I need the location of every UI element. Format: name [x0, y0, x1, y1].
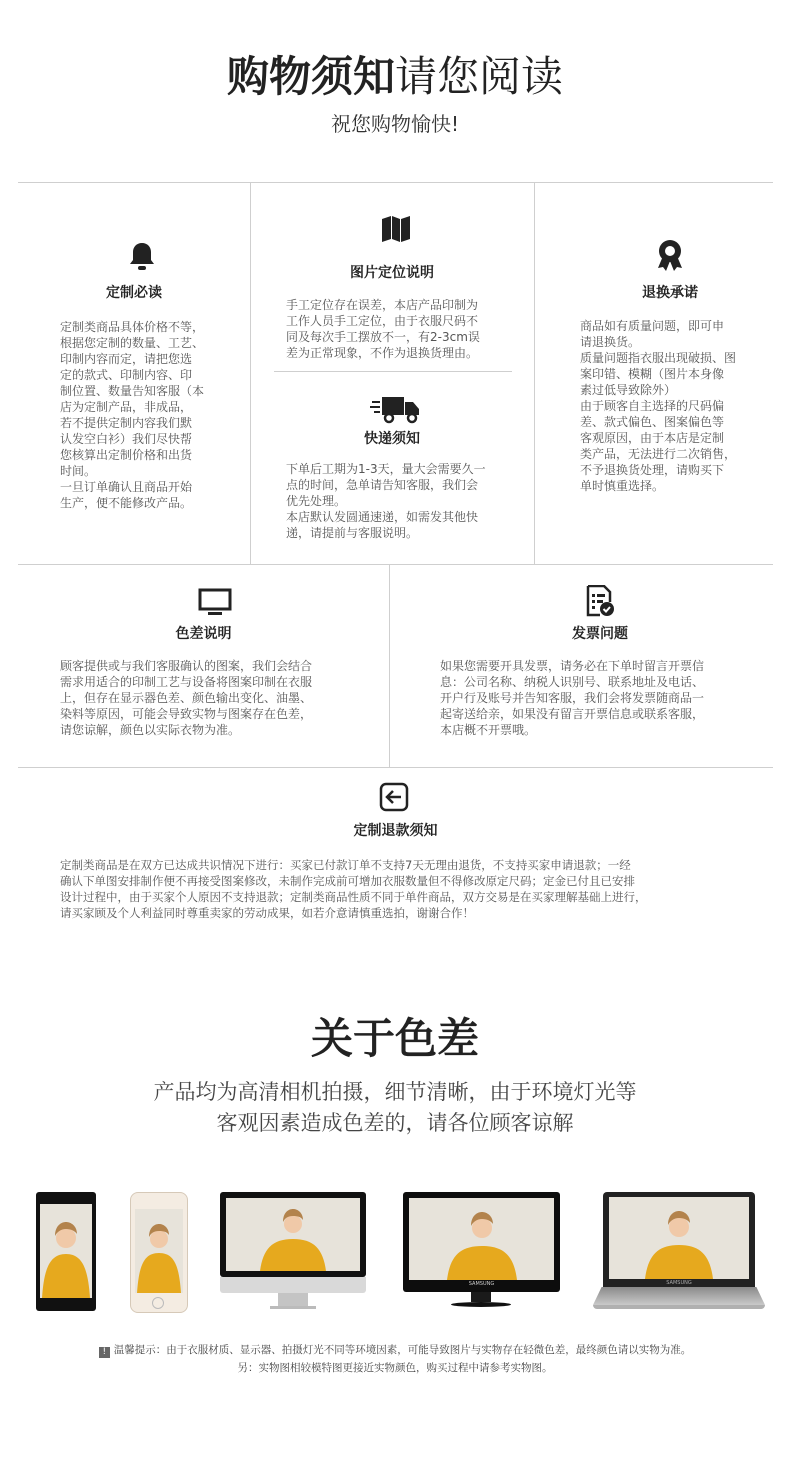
device-phone-white: [130, 1192, 188, 1313]
section-title-shipping: 快递须知: [364, 431, 420, 447]
model-photo: [409, 1198, 554, 1280]
color-diff-desc-1: 产品均为高清相机拍摄，细节清晰，由于环境灯光等: [153, 1080, 637, 1104]
device-laptop: [593, 1192, 765, 1314]
section-title-exchange: 退换承诺: [642, 285, 698, 301]
map-icon: [380, 213, 412, 245]
warning-icon: !: [99, 1347, 110, 1358]
invoice-icon: [585, 585, 615, 617]
page-title: 购物须知请您阅读: [226, 52, 564, 101]
section-title-custom: 定制必读: [106, 285, 162, 301]
section-title-refund: 定制退款须知: [353, 823, 438, 839]
page-subtitle: 祝您购物愉快!: [330, 112, 460, 136]
divider-v2: [534, 182, 535, 564]
section-body-position: 手工定位存在误差，本店产品印制为 工作人员手工定位，由于衣服尺码不 同及每次手工摆放不一，有2-3cm误 差为正常现象，不作为退换货理由。: [286, 298, 480, 360]
brand-label: SAMSUNG: [468, 1281, 495, 1287]
divider-mid: [274, 371, 512, 372]
bell-icon: [126, 240, 158, 272]
model-photo: [135, 1209, 183, 1293]
model-photo: [609, 1197, 749, 1279]
section-body-custom: 定制类商品具体价格不等， 根据您定制的数量、工艺、 印制内容而定，请把您选 定的款式、印制内容、印 制位置、数量告知客服（本 店为定制产品，非成品， 若不提供定制内容我们默 认发空白衫）我们尽快帮 您核算出定制价格和出货 时间。 一旦订单确认且商品开始 生产，便不能修改产品。: [60, 320, 205, 510]
monitor-icon: [198, 588, 232, 616]
section-title-color: 色差说明: [175, 626, 232, 642]
color-diff-desc-2: 客观因素造成色差的，请各位顾客谅解: [216, 1111, 574, 1135]
section-body-color: 顾客提供或与我们客服确认的图案，我们会结合 需求用适合的印制工艺与设备将图案印制在衣服 上，但存在显示器色差、颜色输出变化、油墨、 染料等原因，可能会导致实物与图案存在色差， 请您谅解，颜色以实际衣物为准。: [60, 659, 313, 737]
section-body-invoice: 如果您需要开具发票，请务必在下单时留言开票信 息：公司名称、纳税人识别号、联系地址及电话、 开户行及账号并告知客服，我们会将发票随商品一 起寄送给亲，如果没有留言开票信息或联系客服， 本店概不开票哦。: [440, 659, 705, 737]
return-icon: [379, 782, 409, 812]
model-photo: [40, 1204, 92, 1298]
award-icon: [654, 238, 686, 274]
divider-top: [18, 182, 773, 183]
color-diff-title: 关于色差: [310, 1014, 479, 1063]
section-body-shipping: 下单后工期为1-3天，量大会需要久一 点的时间，急单请告知客服，我们会 优先处理。 本店默认发圆通速递，如需发其他快 递，请提前与客服说明。: [286, 462, 486, 540]
model-photo: [226, 1198, 360, 1271]
divider-v3: [389, 564, 390, 767]
divider-row2: [18, 564, 773, 565]
device-phone-black: [36, 1192, 96, 1311]
device-monitor: [403, 1192, 560, 1312]
section-body-exchange: 商品如有质量问题，即可申 请退换货。 质量问题指衣服出现破损、图 案印错、模糊（图片本身像 素过低导致除外） 由于顾客自主选择的尺码偏 差、款式偏色、图案偏色等 客观原因，由于本店是定制 类产品，无法进行二次销售， 不予退换货处理，请购买下 单时慎重选择。: [580, 319, 737, 493]
device-imac: [220, 1192, 366, 1312]
brand-label: SAMSUNG: [666, 1280, 692, 1286]
section-body-refund: 定制类商品是在双方已达成共识情况下进行：买家已付款订单不支持7天无理由退货，不支持买家申请退款；一经 确认下单图安排制作便不再接受图案修改，未制作完成前可增加衣服数量但不得修改原定尺码；定金已付且已安排 设计过程中，由于买家个人原因不支持退款；定制类商品性质不同于单件商品，双方交易是在买家理解基础上进行， 请买家顾及个人利益同时尊重卖家的劳动成果，如若介意请慎重选拍，谢谢合作！: [60, 858, 647, 920]
tip-line-2: 另：实物图相较模特图更接近实物颜色，购买过程中请参考实物图。: [237, 1362, 553, 1374]
divider-row3: [18, 767, 773, 768]
section-title-position: 图片定位说明: [350, 265, 434, 281]
section-title-invoice: 发票问题: [572, 626, 628, 642]
tip-line-1: ! 温馨提示：由于衣服材质、显示器、拍摄灯光不同等环境因素，可能导致图片与实物存在轻微色差，最终颜色请以实物为准。: [0, 1342, 790, 1358]
divider-v1: [250, 182, 251, 564]
truck-icon: [370, 393, 422, 425]
